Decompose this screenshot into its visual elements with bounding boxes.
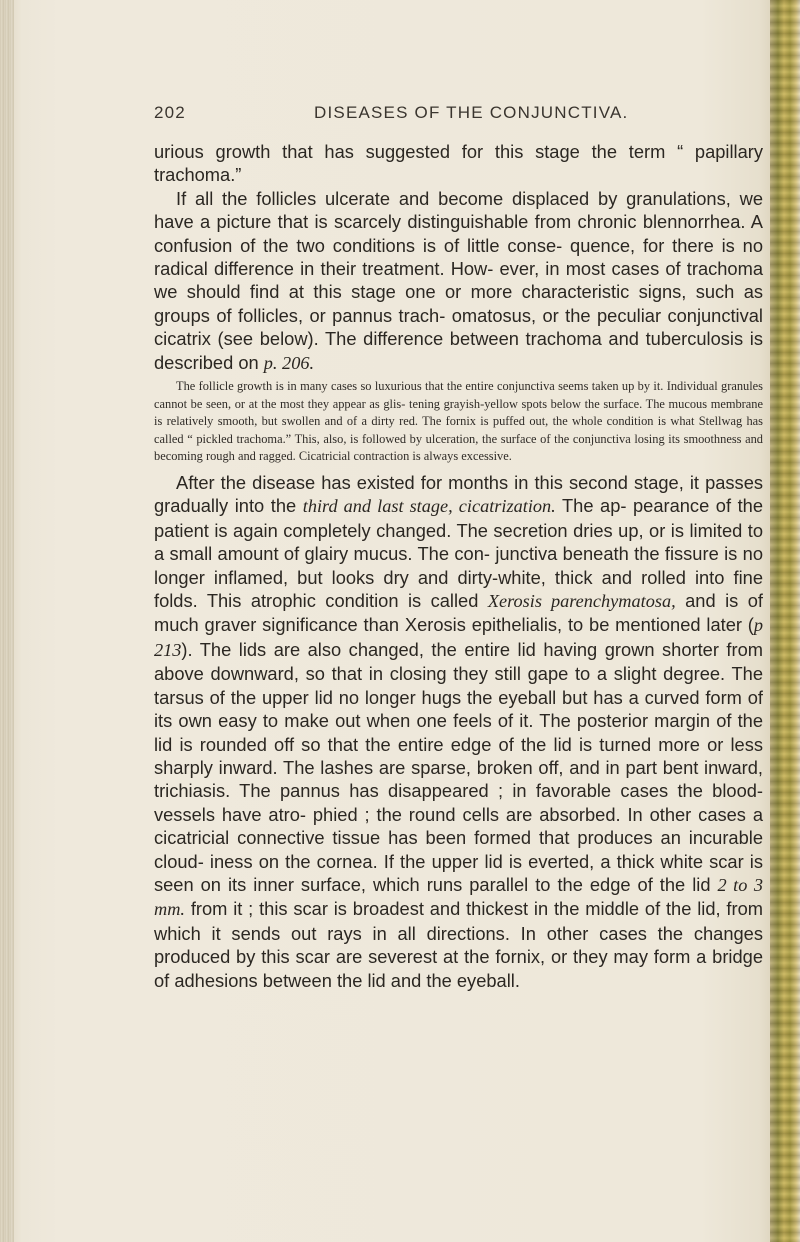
paragraph-continuation: urious growth that has suggested for this stage the term “ papillary trachoma.” (154, 141, 763, 186)
paragraph-blennorrhea (154, 187, 763, 375)
paragraph-text: After the disease has existed for months in this second stage, it passes gradually into the (154, 472, 763, 517)
running-header (154, 103, 760, 129)
book-edge (770, 0, 800, 1242)
page-gutter-shadow (0, 0, 14, 1242)
paragraph-text: If all the follicles ulcerate and become displaced by granulations, we have a picture that is scarcely distinguishable from chronic blennorrhea. A confusion of the two conditions is of little conse- quence, for there is no radical difference in their treatment. How- ever, in most cases of trachoma we should find at this stage one or more characteristic signs, such as groups of follicles, or pannus trach- omatosus, or the peculiar conjunctival cicatrix (see below). The difference between trachoma and tuberculosis is described on (154, 187, 763, 373)
page-reference: p. 206. (263, 352, 315, 373)
small-print-note: The follicle growth is in many cases so luxurious that the entire conjunctiva seems taken up by it. Individual granules cannot be seen, or at the most they appear as glis- tening grayish-yellow spots below the surface. The mucous membrane is relatively smooth, but swollen and of a dirty red. The fornix is puffed out, the whole condition is what Stellwag has called “ pickled trachoma.” This, also, is followed by ulceration, the surface of the conjunctiva losing its smoothness and becoming rough and ragged. Cicatricial contraction is always excessive. (154, 379, 763, 464)
paragraph-text: The ap- pearance of the patient is again completely changed. The secretion dries up, or is limited to a small amount of glairy mucus. The con- junctiva beneath the fissure is no longer inflamed, but looks dry and dirty-white, thick and rolled into fine folds. This atrophic condition is called (154, 495, 763, 612)
stage-term: third and last stage, cicatrization. (302, 496, 556, 517)
page-reference: p 213 (154, 615, 763, 660)
paragraph-third-stage (154, 471, 763, 992)
page-number: 202 (154, 103, 186, 122)
running-title: DISEASES OF THE CONJUNCTIVA. (314, 103, 629, 122)
measurement: 2 to 3 mm. (154, 874, 763, 920)
page-body (154, 140, 763, 992)
paragraph-text: from it ; this scar is broadest and thickest in the middle of the lid, from which it sends out rays in all directions. In other cases the changes produced by this scar are severest at the fornix, or they may form a bridge of adhesions between the lid and the eyeball. (154, 898, 763, 991)
paragraph-text: ). The lids are also changed, the entire lid having grown shorter from above downward, so that in closing they still gape to a slight degree. The tarsus of the upper lid no longer hugs the eyeball but has a curved form of its own easy to make out when one feels of it. The posterior margin of the lid is rounded off so that the entire edge of the lid is turned more or less sharply inward. The lashes are sparse, broken off, and in part bent inward, trichiasis. The pannus has disappeared ; in favorable cases the blood-vessels have atro- phied ; the round cells are absorbed. In other cases a cicatricial connective tissue has been formed that produces an incurable cloud- iness on the cornea. If the upper lid is everted, a thick white scar is seen on its inner surface, which runs parallel to the edge of the lid (154, 638, 763, 895)
paragraph-text: and is of much graver significance than Xerosis epithelialis, to be mentioned later ( (154, 590, 763, 636)
xerosis-term: Xerosis parenchymatosa, (487, 591, 676, 612)
